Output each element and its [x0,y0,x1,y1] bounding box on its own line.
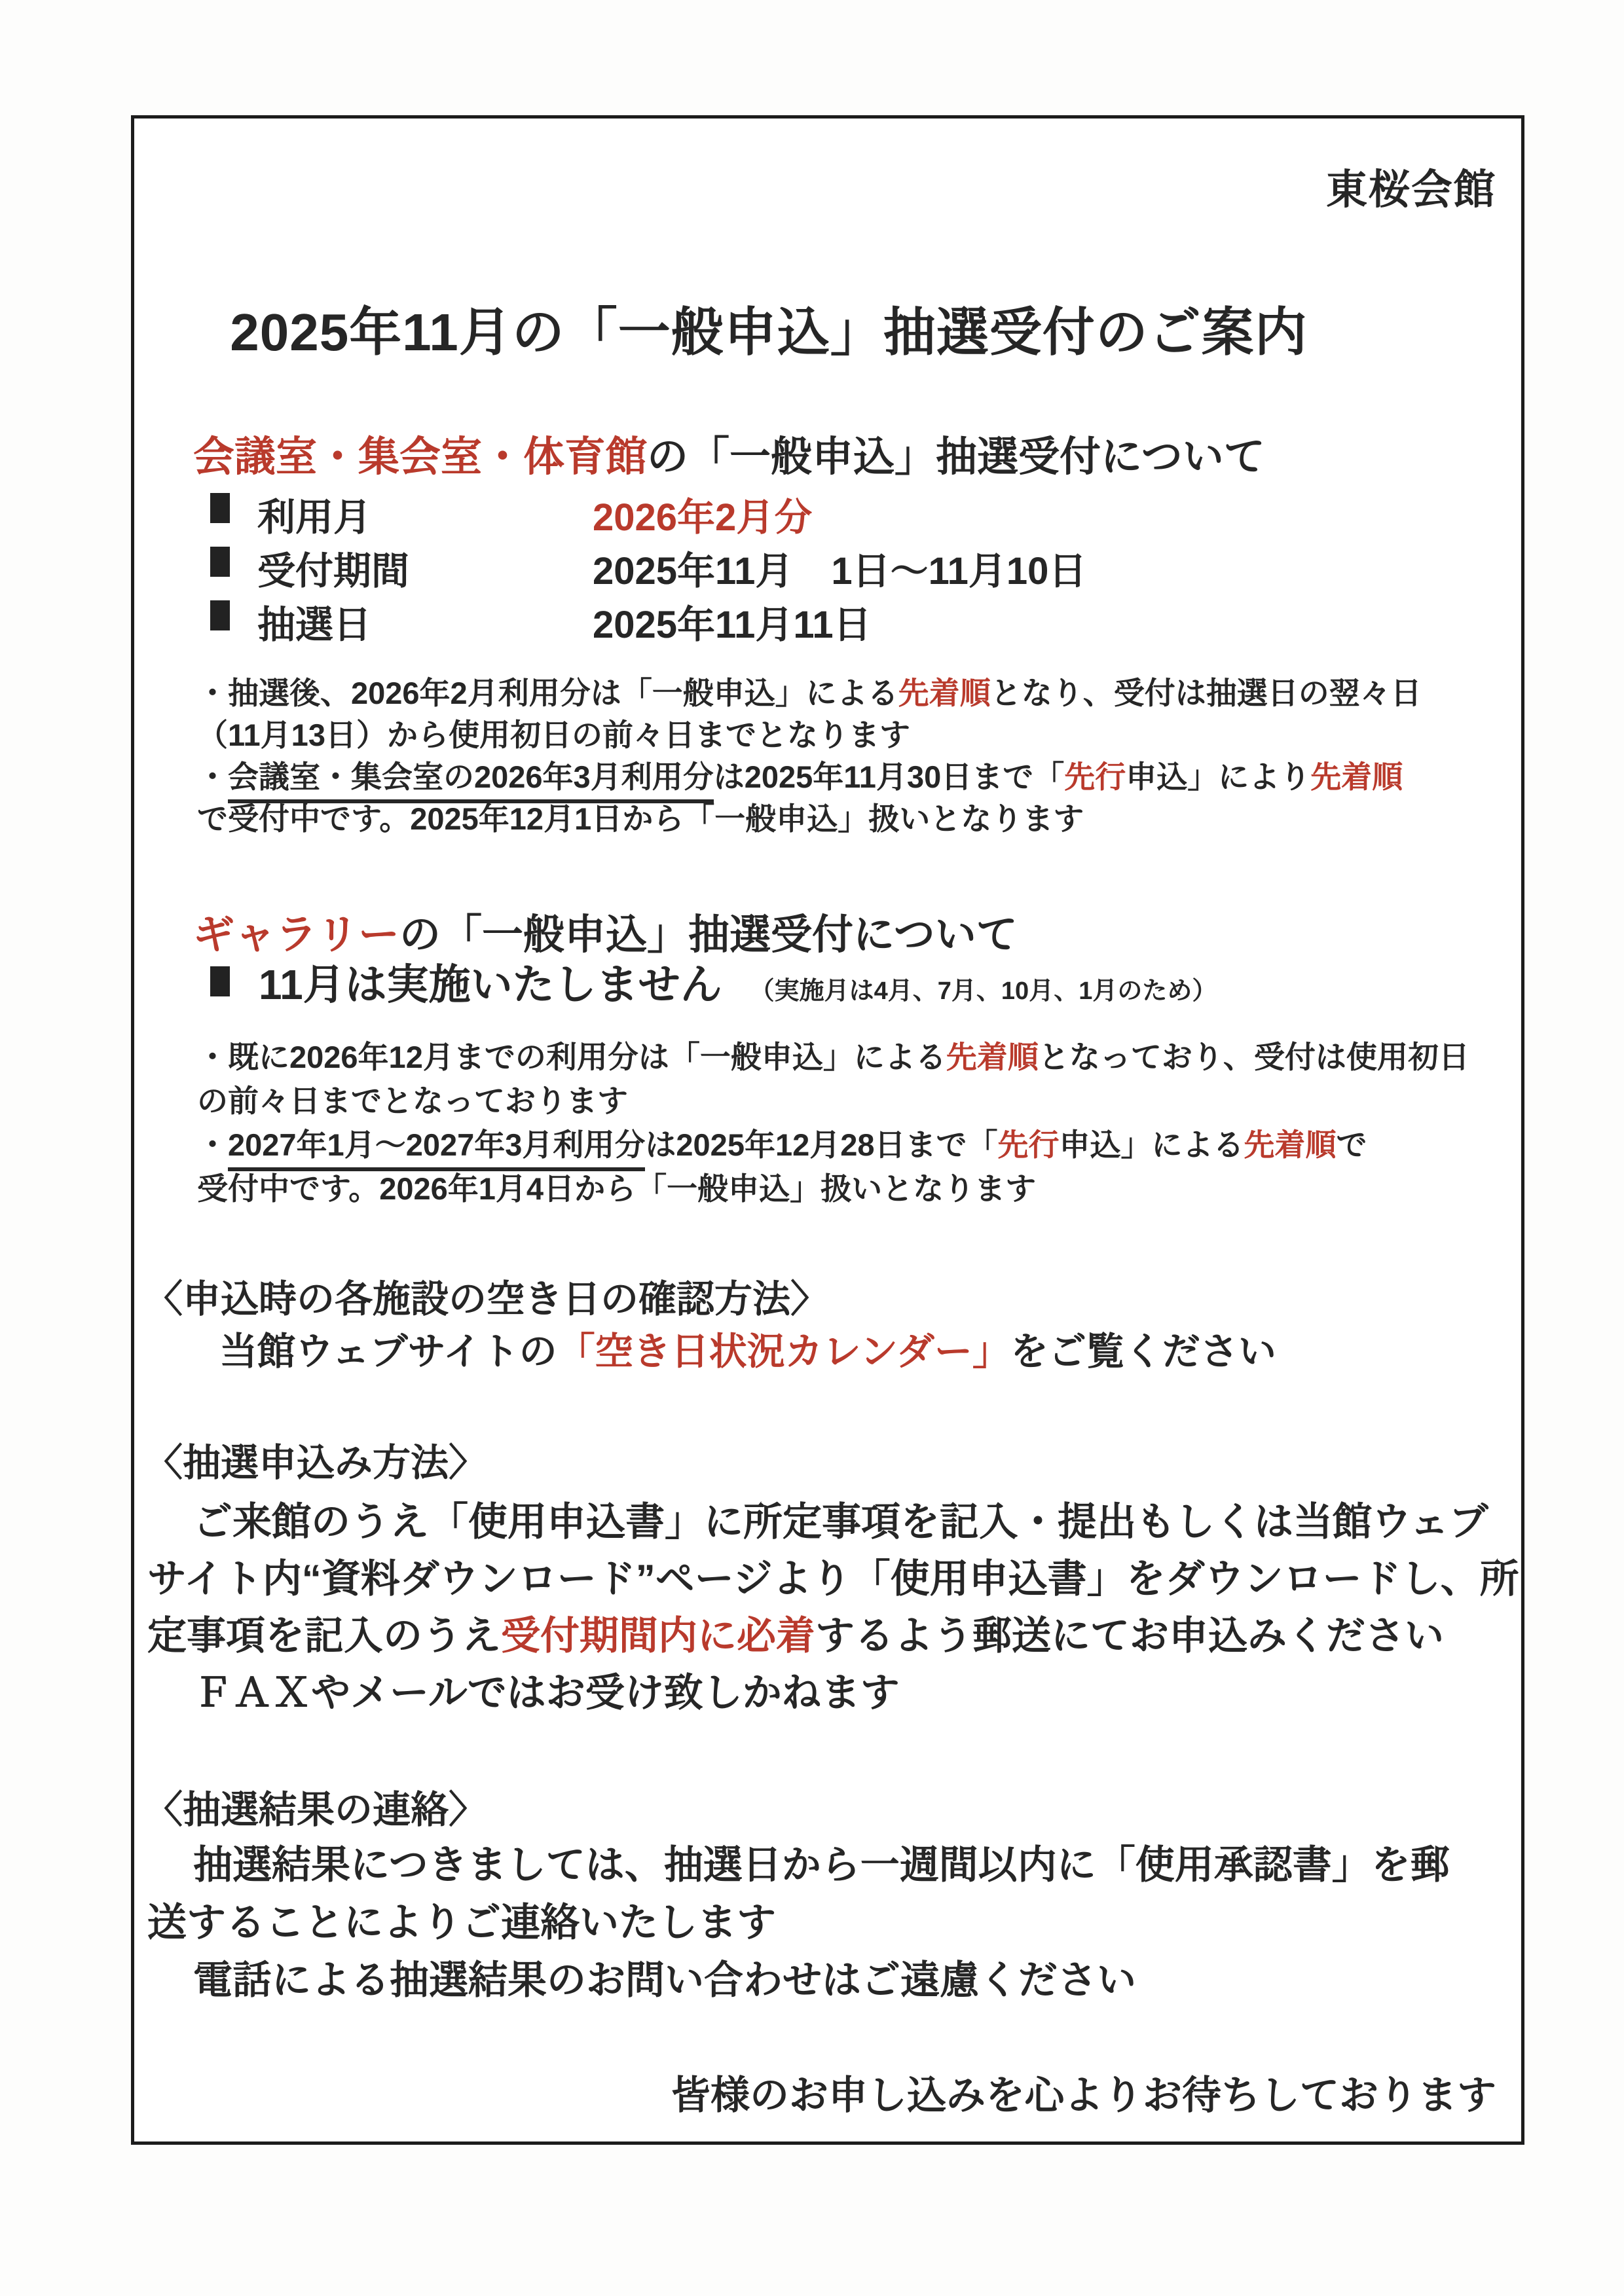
results-line: 送することによりご連絡いたします [147,1901,776,1944]
availability-calendar-label: 「空き日状況カレンダー」 [557,1330,1010,1373]
method-line [147,1607,1519,1664]
gallery-facility-label: ギャラリー [193,912,399,958]
note-text: （11月13日）から使用初日の前々日までとなります [197,718,910,752]
method-deadline-text: 受付期間内に必着 [501,1614,815,1658]
note-text: 受付中です。2026年1月4日から「一般申込」扱いとなります [197,1171,1037,1206]
square-bullet-icon [210,493,230,523]
note-text-red: 先着順 [1244,1127,1337,1162]
note-text: ・ [197,759,228,794]
row-application-period [134,540,1521,594]
note-text: となっており、受付は使用初日 [1038,1040,1469,1074]
note-text: の前々日までとなっております [197,1084,628,1118]
row-value: 2026年2月分 [593,496,813,539]
rooms-section-heading [193,424,1265,483]
document-border [131,115,1524,2145]
note-text-underlined: 会議室・集会室の2026年3月利用分 [228,759,714,803]
method-line: ＦＡＸやメールではお受け致しかねます [193,1671,900,1715]
note-text-red: 先行 [1064,759,1126,794]
availability-text: をご覧ください [1010,1330,1276,1373]
row-value: 2025年11月 1日～11月10日 [593,550,1087,592]
square-bullet-icon [210,547,230,577]
note-line [197,1079,1469,1123]
org-name: 東桜会館 [1326,167,1496,213]
note-line [197,1167,1469,1211]
row-label: 受付期間 [257,550,410,592]
note-line [197,756,1422,798]
gallery-no-lottery-line [210,951,1217,1011]
note-line [197,672,1422,714]
method-section-heading: 〈抽選申込み方法〉 [145,1442,487,1484]
note-line [197,1035,1469,1079]
note-text: 申込」による [1059,1127,1244,1162]
rooms-heading-rest: の「一般申込」抽選受付について [647,434,1265,480]
availability-section-heading: 〈申込時の各施設の空き日の確認方法〉 [145,1278,829,1321]
rooms-info-rows [134,486,1521,647]
results-line: 電話による抽選結果のお問い合わせはご遠慮ください [193,1958,1136,2002]
gallery-heading-rest: の「一般申込」抽選受付について [399,912,1018,958]
note-text: 申込」により [1126,759,1311,794]
page-title: 2025年11月の「一般申込」抽選受付のご案内 [230,303,1308,361]
row-lottery-date [134,594,1521,647]
note-text: となり、受付は抽選日の翌々日 [990,676,1422,710]
method-line: サイト内“資料ダウンロード”ページより「使用申込書」をダウンロードし、所 [147,1557,1519,1601]
square-bullet-icon [210,966,230,996]
note-text-underlined: 2027年1月～2027年3月利用分 [228,1127,645,1171]
note-line [197,798,1422,840]
note-text-red: 先行 [997,1127,1060,1162]
note-text: は2025年12月28日まで「 [645,1127,998,1162]
gallery-bullet-note: （実施月は4月、7月、10月、1月のため） [749,977,1217,1005]
gallery-notes [197,1035,1469,1211]
note-text: で受付中です。2025年12月1日から「一般申込」扱いとなります [197,801,1084,836]
square-bullet-icon [210,600,230,630]
note-text: ・ [197,1127,228,1162]
results-paragraph [147,1836,1450,2009]
note-text-red: 先着順 [898,676,991,710]
gallery-bullet-text: 11月は実施いたしません [259,961,722,1008]
rooms-facilities-label: 会議室・集会室・体育館 [193,434,647,480]
availability-line [219,1321,1276,1376]
row-usage-month [134,486,1521,540]
method-text: するよう郵送にてお申込みください [815,1614,1444,1658]
note-text-red: 先着順 [1310,759,1403,794]
note-text: ・抽選後、2026年2月利用分は「一般申込」による [197,676,898,710]
note-text: は2025年11月30日まで「 [713,759,1065,794]
results-line: 抽選結果につきましては、抽選日から一週間以内に「使用承認書」を郵 [193,1843,1450,1887]
availability-text: 当館ウェブサイトの [219,1330,557,1373]
note-text-red: 先着順 [946,1040,1039,1074]
row-value: 2025年11月11日 [593,604,872,646]
rooms-notes [197,672,1422,840]
note-line [197,714,1422,756]
method-paragraph [147,1493,1519,1721]
row-label: 抽選日 [257,604,372,646]
results-section-heading: 〈抽選結果の連絡〉 [145,1789,487,1831]
note-text: で [1336,1127,1367,1162]
row-label: 利用月 [257,496,372,539]
note-text: ・既に2026年12月までの利用分は「一般申込」による [197,1040,946,1074]
closing-message: 皆様のお申し込みを心よりお待ちしております [671,2073,1496,2117]
note-line [197,1123,1469,1167]
method-line: ご来館のうえ「使用申込書」に所定事項を記入・提出もしくは当館ウェブ [193,1500,1488,1544]
method-text: 定事項を記入のうえ [147,1614,501,1658]
